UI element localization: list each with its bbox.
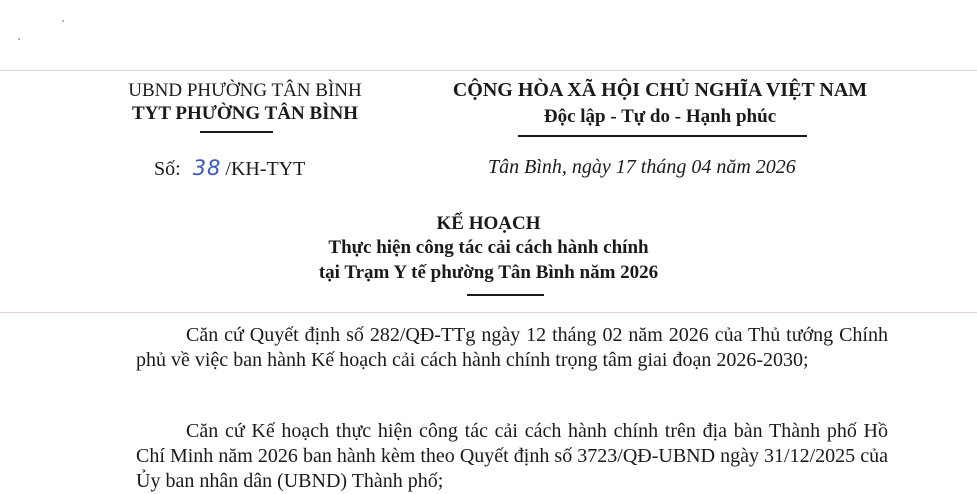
title-underline — [467, 294, 544, 296]
document-title-line-1: Thực hiện công tác cải cách hành chính — [328, 237, 649, 258]
motto-underline — [518, 135, 807, 137]
document-title-line-2: tại Trạm Y tế phường Tân Bình năm 2026 — [318, 262, 659, 283]
agency-underline — [200, 131, 273, 133]
country-name: CỘNG HÒA XÃ HỘI CHỦ NGHĨA VIỆT NAM — [452, 79, 868, 101]
scan-speck — [18, 38, 20, 40]
document-number-suffix: /KH-TYT — [225, 158, 306, 180]
document-number — [154, 156, 305, 181]
motto: Độc lập - Tự do - Hạnh phúc — [543, 106, 777, 127]
body-paragraph-2: Căn cứ Kế hoạch thực hiện công tác cải cách hành chính trên địa bàn Thành phố Hồ Chí Minh năm 2026 ban hành kèm theo Quyết định số 3723/QĐ-UBND ngày 31/12/2025 của Ủy ban nhân dân (UBND) Thành phố; — [136, 420, 888, 492]
handwritten-number: 38 — [192, 156, 222, 180]
scan-speck — [62, 20, 64, 22]
body-paragraph-1: Căn cứ Quyết định số 282/QĐ-TTg ngày 12 tháng 02 năm 2026 của Thủ tướng Chính phủ về việc ban hành Kế hoạch cải cách hành chính trọng tâm giai đoạn 2026-2030; — [136, 324, 888, 371]
document-type: KẾ HOẠCH — [436, 213, 541, 234]
agency-parent: UBND PHƯỜNG TÂN BÌNH — [128, 80, 362, 101]
agency-name: TYT PHƯỜNG TÂN BÌNH — [131, 103, 359, 124]
scan-fold-line — [0, 312, 977, 313]
document-number-prefix: Số: — [154, 158, 181, 180]
scan-top-line — [0, 70, 977, 71]
place-date: Tân Bình, ngày 17 tháng 04 năm 2026 — [488, 156, 796, 178]
